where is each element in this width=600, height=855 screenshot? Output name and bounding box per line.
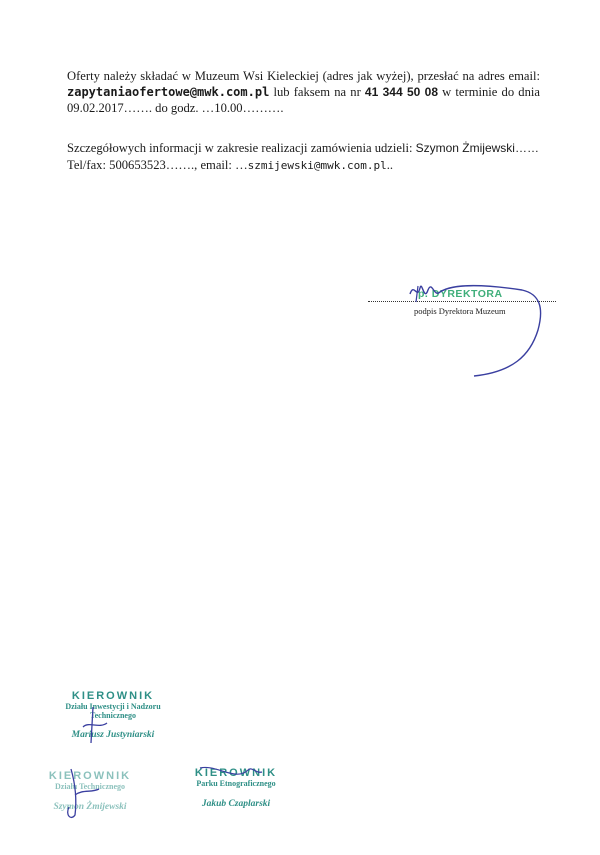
stamp-name: Mariusz Justyniarski xyxy=(71,730,155,740)
contact-person: Szymon Żmijewski…… xyxy=(415,141,539,155)
signature-scribble-2 xyxy=(55,765,115,825)
director-signature-block xyxy=(362,268,562,398)
contact-text-1: Szczegółowych informacji w zakresie realizacji zamówienia udzieli: xyxy=(67,141,416,155)
signature-caption: podpis Dyrektora Muzeum xyxy=(414,306,506,316)
contact-email: szmijewski@mwk.com.pl xyxy=(247,159,387,172)
stamp-name: Szymon Żmijewski xyxy=(53,802,127,812)
stamp-name: Jakub Czaplarski xyxy=(201,799,271,809)
stamp-title: KIEROWNIK xyxy=(71,690,155,702)
offer-submission-paragraph xyxy=(67,68,540,116)
director-stamp-title: DYREKTORA xyxy=(431,288,503,300)
contact-paragraph xyxy=(67,140,547,174)
offer-text-1: Oferty należy składać w Muzeum Wsi Kieleckiej (adres jak wyżej), przesłać na adres email: xyxy=(67,69,540,83)
contact-tel: 500653523……., email: … xyxy=(109,158,248,172)
director-signature-handwriting xyxy=(362,268,562,398)
contact-tel-prefix: Tel/fax: xyxy=(67,158,110,172)
stamp-title: KIEROWNIK xyxy=(194,767,278,779)
signature-scribble-1 xyxy=(75,703,115,748)
offer-text-3: w terminie do dnia 09.02.2017……. do godz. …10.00………. xyxy=(67,85,540,115)
offer-fax: 41 344 50 08 xyxy=(364,85,439,99)
stamp-dept: Parku Etnograficznego xyxy=(196,779,276,788)
stamp-dept: Działu Technicznego xyxy=(54,782,125,791)
signature-scribble-3 xyxy=(196,760,266,790)
contact-tail: .. xyxy=(386,158,394,172)
director-stamp-prefix: p. xyxy=(418,288,429,300)
stamp-title: KIEROWNIK xyxy=(48,770,132,782)
offer-text-2: lub faksem na nr xyxy=(269,85,365,99)
offer-email: zapytaniaofertowe@mwk.com.pl xyxy=(67,85,270,99)
stamp-dept: Działu Inwestycji i Nadzoru Technicznego xyxy=(65,702,161,720)
